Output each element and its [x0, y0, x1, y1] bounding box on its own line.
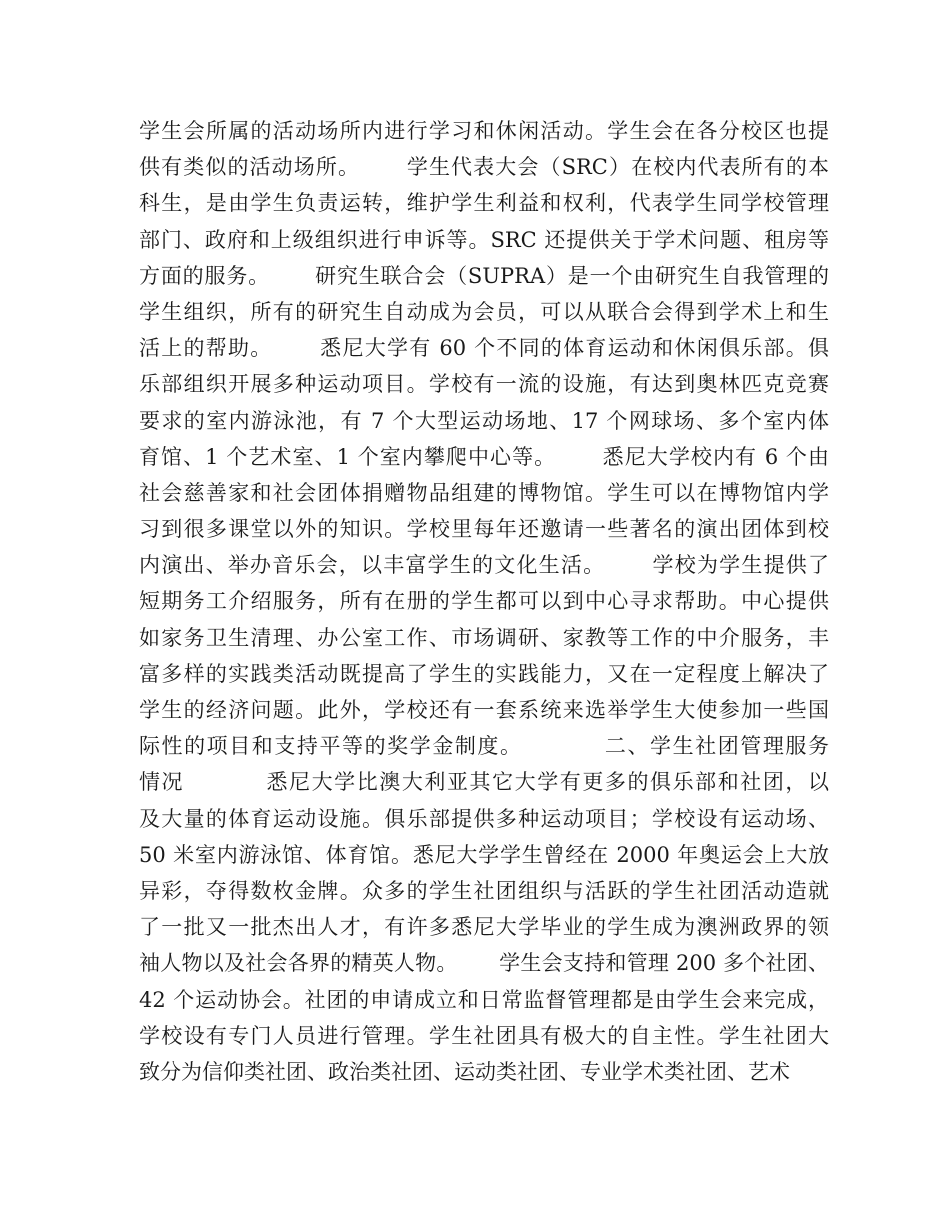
- text-line: 方面的服务。 研究生联合会（SUPRA）是一个由研究生自我管理的: [139, 263, 829, 288]
- text-line: 了一批又一批杰出人才，有许多悉尼大学毕业的学生成为澳洲政界的领: [139, 915, 829, 940]
- text-line: 内演出、举办音乐会，以丰富学生的文化生活。 学校为学生提供了: [139, 553, 829, 578]
- text-line: 部门、政府和上级组织进行申诉等。SRC 还提供关于学术问题、租房等: [139, 227, 829, 252]
- text-line: 供有类似的活动场所。 学生代表大会（SRC）在校内代表所有的本: [139, 155, 829, 180]
- text-line: 社会慈善家和社会团体捐赠物品组建的博物馆。学生可以在博物馆内学: [139, 480, 829, 505]
- text-line: 及大量的体育运动设施。俱乐部提供多种运动项目；学校设有运动场、: [139, 806, 829, 831]
- text-line: 42 个运动协会。社团的申请成立和日常监督管理都是由学生会来完成，: [139, 987, 829, 1012]
- text-line: 习到很多课堂以外的知识。学校里每年还邀请一些著名的演出团体到校: [139, 517, 829, 542]
- text-line: 学生会所属的活动场所内进行学习和休闲活动。学生会在各分校区也提: [139, 119, 829, 143]
- body-text: [139, 113, 829, 1090]
- text-line: 短期务工介绍服务，所有在册的学生都可以到中心寻求帮助。中心提供: [139, 589, 829, 614]
- text-line: 异彩，夺得数枚金牌。众多的学生社团组织与活跃的学生社团活动造就: [139, 878, 829, 903]
- text-line: 活上的帮助。 悉尼大学有 60 个不同的体育运动和休闲俱乐部。俱: [139, 336, 829, 361]
- text-line: 富多样的实践类活动既提高了学生的实践能力，又在一定程度上解决了: [139, 661, 829, 686]
- text-line: 育馆、1 个艺术室、1 个室内攀爬中心等。 悉尼大学校内有 6 个由: [139, 444, 829, 469]
- text-line: 致分为信仰类社团、政治类社团、运动类社团、专业学术类社团、艺术: [139, 1059, 790, 1084]
- text-line: 乐部组织开展多种运动项目。学校有一流的设施，有达到奥林匹克竞赛: [139, 372, 829, 397]
- text-line: 学校设有专门人员进行管理。学生社团具有极大的自主性。学生社团大: [139, 1023, 829, 1048]
- text-line: 科生，是由学生负责运转，维护学生利益和权利，代表学生同学校管理: [139, 191, 829, 216]
- text-line: 际性的项目和支持平等的奖学金制度。 二、学生社团管理服务: [139, 734, 829, 759]
- text-line: 如家务卫生清理、办公室工作、市场调研、家教等工作的中介服务，丰: [139, 625, 829, 650]
- text-line: 要求的室内游泳池，有 7 个大型运动场地、17 个网球场、多个室内体: [139, 408, 829, 433]
- text-line: 学生组织，所有的研究生自动成为会员，可以从联合会得到学术上和生: [139, 299, 829, 324]
- text-line: 情况 悉尼大学比澳大利亚其它大学有更多的俱乐部和社团，以: [139, 770, 829, 795]
- text-line: 学生的经济问题。此外，学校还有一套系统来选举学生大使参加一些国: [139, 698, 829, 722]
- text-line: 袖人物以及社会各界的精英人物。 学生会支持和管理 200 多个社团、: [139, 951, 829, 976]
- text-line: 50 米室内游泳馆、体育馆。悉尼大学学生曾经在 2000 年奥运会上大放: [139, 842, 829, 867]
